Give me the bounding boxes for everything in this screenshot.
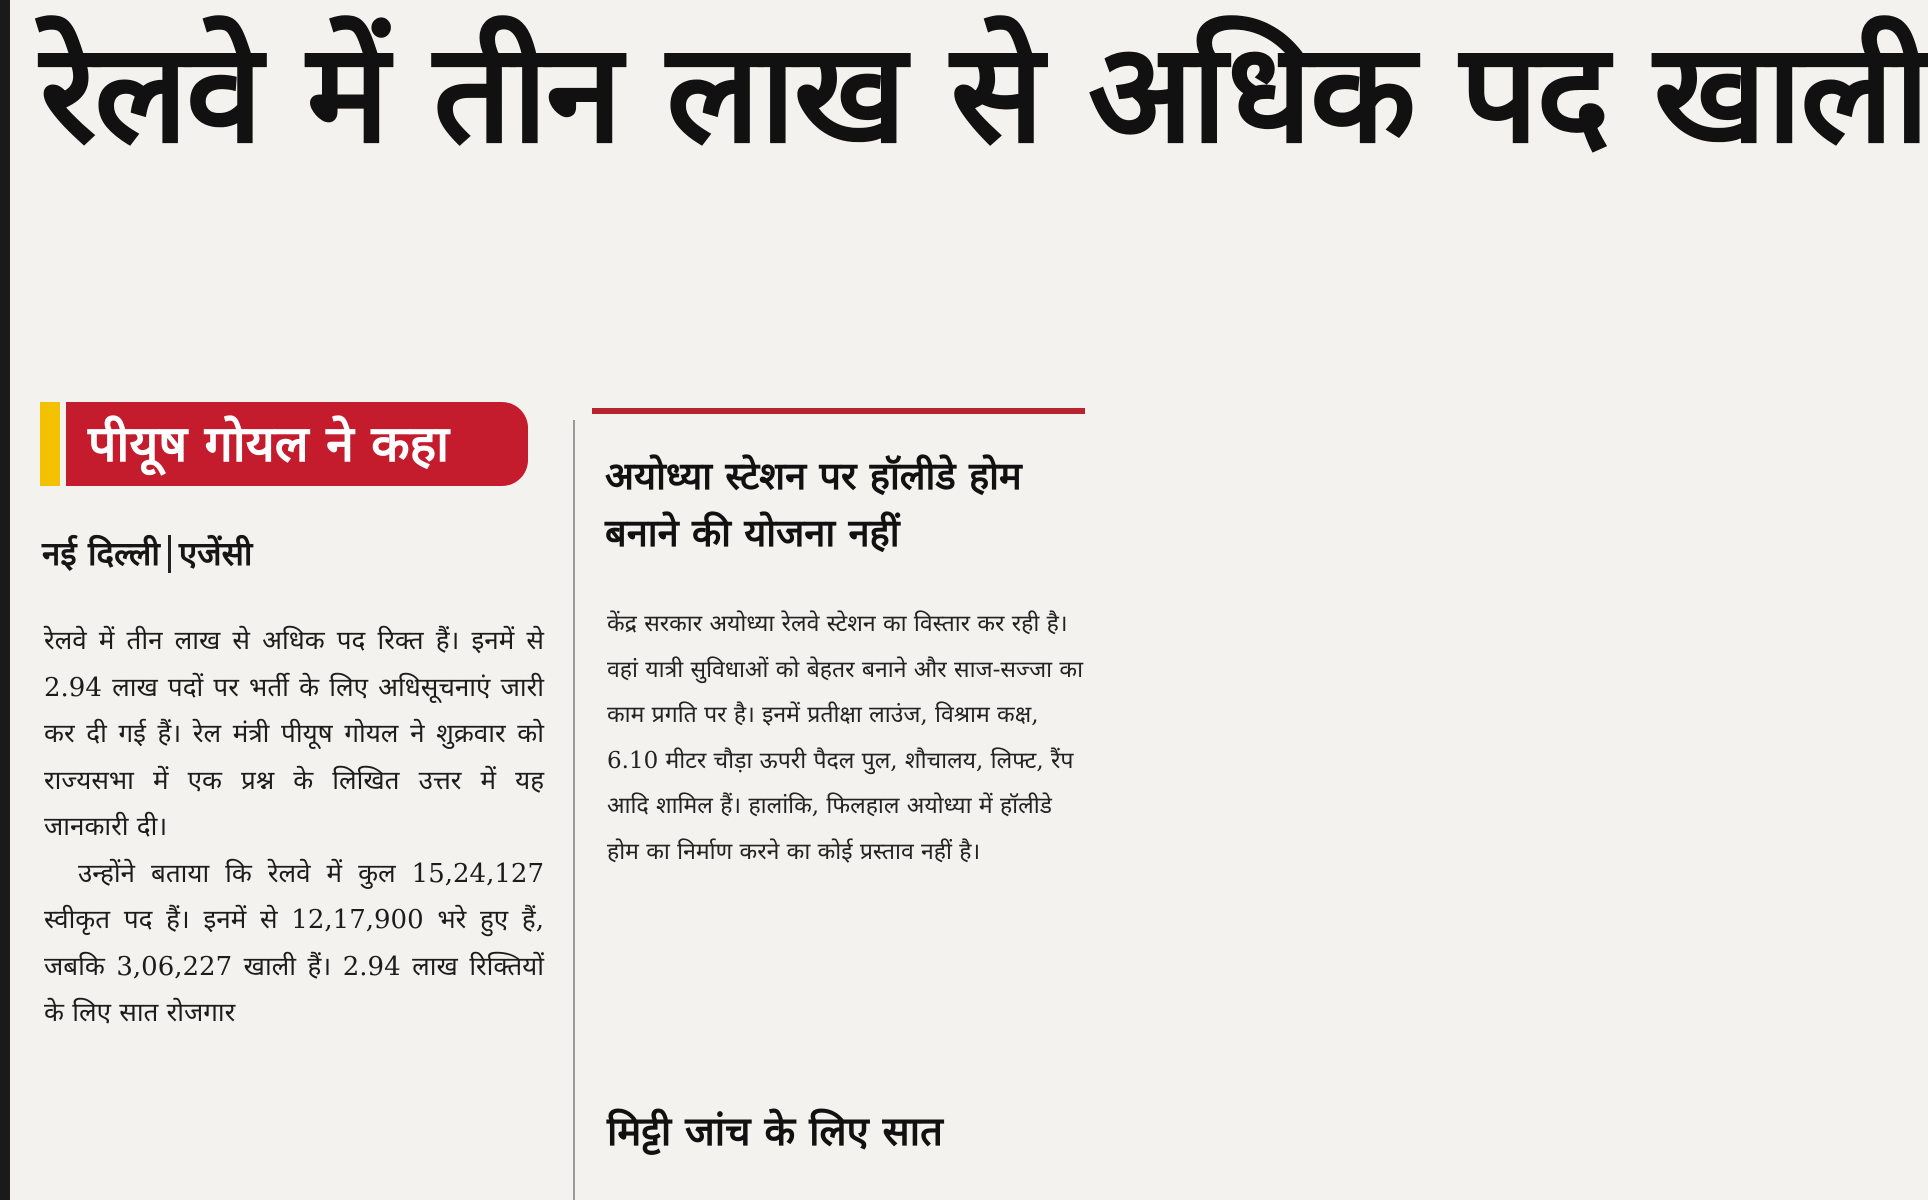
second-side-story-headline: मिट्टी जांच के लिए सात xyxy=(607,1109,943,1155)
kicker-label: पीयूष गोयल ने कहा xyxy=(66,402,528,486)
side-story-body: केंद्र सरकार अयोध्या रेलवे स्टेशन का विस्तार कर रही है। वहां यात्री सुविधाओं को बेहतर बनाने और साज-सज्जा का काम प्रगति पर है। इनमें प्रतीक्षा लाउंज, विश्राम कक्ष, 6.10 मीटर चौड़ा ऊपरी पैदल पुल, शौचालय, लिफ्ट, रैंप आदि शामिल हैं। हालांकि, फिलहाल अयोध्या में हॉलीडे होम का निर्माण करने का कोई प्रस्ताव नहीं है। xyxy=(607,611,1084,865)
column-divider xyxy=(573,420,575,1200)
main-story-paragraph: रेलवे में तीन लाख से अधिक पद रिक्त हैं। इनमें से 2.94 लाख पदों पर भर्ती के लिए अधिसूचनाएं जारी कर दी गई हैं। रेल मंत्री पीयूष गोयल ने शुक्रवार को राज्यसभा में एक प्रश्न के लिखित उत्तर में यह जानकारी दी। xyxy=(44,626,544,842)
left-column-rule xyxy=(0,0,10,1200)
main-headline: रेलवे में तीन लाख से अधिक पद खाली xyxy=(40,13,1928,174)
dateline-place: नई दिल्ली xyxy=(42,534,160,573)
main-story-body xyxy=(44,618,544,1037)
kicker-accent-bar xyxy=(40,402,60,486)
side-story-rule xyxy=(592,408,1085,414)
side-story-headline: अयोध्या स्टेशन पर हॉलीडे होम बनाने की योजना नहीं xyxy=(605,454,1022,555)
main-story-paragraph: उन्होंने बताया कि रेलवे में कुल 15,24,127 स्वीकृत पद हैं। इनमें से 12,17,900 भरे हुए हैं, जबकि 3,06,227 खाली हैं। 2.94 लाख रिक्तियों के लिए सात रोजगार xyxy=(44,858,544,1028)
dateline xyxy=(42,530,252,575)
dateline-source: एजेंसी xyxy=(178,534,253,573)
dateline-separator xyxy=(168,535,171,573)
